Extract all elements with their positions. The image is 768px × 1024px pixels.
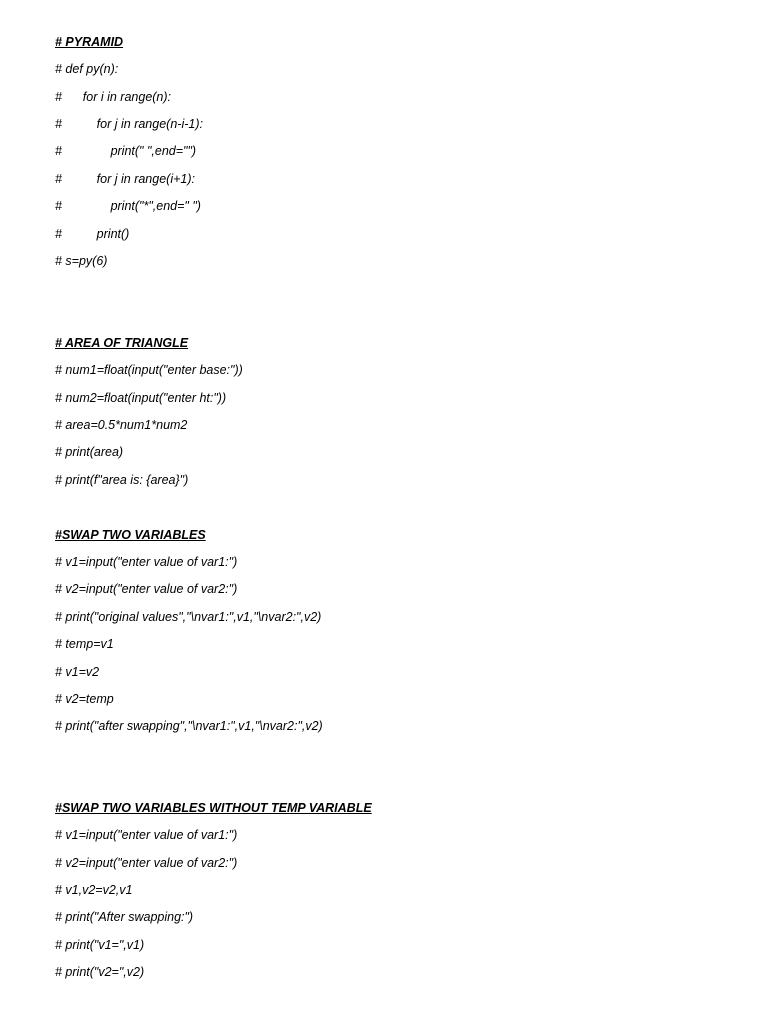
code-line: # print() <box>55 227 130 241</box>
code-line: # for i in range(n): <box>55 90 172 104</box>
code-line: # print("After swapping:") <box>55 910 194 924</box>
code-line: # area=0.5*num1*num2 <box>55 418 188 432</box>
code-line: # print("v2=",v2) <box>55 965 145 979</box>
code-line: # v2=input("enter value of var2:") <box>55 582 238 596</box>
code-line: # num2=float(input("enter ht:")) <box>55 391 227 405</box>
code-line: # print("after swapping","\nvar1:",v1,"\nvar2:",v2) <box>55 719 323 733</box>
code-line: # v1=v2 <box>55 665 100 679</box>
code-line: # v2=temp <box>55 692 114 706</box>
section-heading-swap-two-variables: #SWAP TWO VARIABLES <box>55 528 206 542</box>
code-line: # print("original values","\nvar1:",v1,"\nvar2:",v2) <box>55 610 322 624</box>
code-line: # v2=input("enter value of var2:") <box>55 856 238 870</box>
code-line: # for j in range(n-i-1): <box>55 117 203 131</box>
code-line: # print(area) <box>55 445 124 459</box>
code-line: # print(" ",end="") <box>55 144 197 158</box>
code-line: # s=py(6) <box>55 254 108 268</box>
section-heading-pyramid: # PYRAMID <box>55 35 124 49</box>
section-heading-area-of-triangle: # AREA OF TRIANGLE <box>55 336 189 350</box>
code-line: # num1=float(input("enter base:")) <box>55 363 243 377</box>
code-line: # for j in range(i+1): <box>55 172 195 186</box>
code-line: # temp=v1 <box>55 637 114 651</box>
code-line: # def py(n): <box>55 62 119 76</box>
code-line: # print("*",end=" ") <box>55 199 201 213</box>
code-line: # v1=input("enter value of var1:") <box>55 555 238 569</box>
code-line: # print("v1=",v1) <box>55 938 145 952</box>
section-heading-swap-without-temp: #SWAP TWO VARIABLES WITHOUT TEMP VARIABLE <box>55 801 372 815</box>
code-line: # v1=input("enter value of var1:") <box>55 828 238 842</box>
code-line: # print(f"area is: {area}") <box>55 473 189 487</box>
code-line: # v1,v2=v2,v1 <box>55 883 133 897</box>
